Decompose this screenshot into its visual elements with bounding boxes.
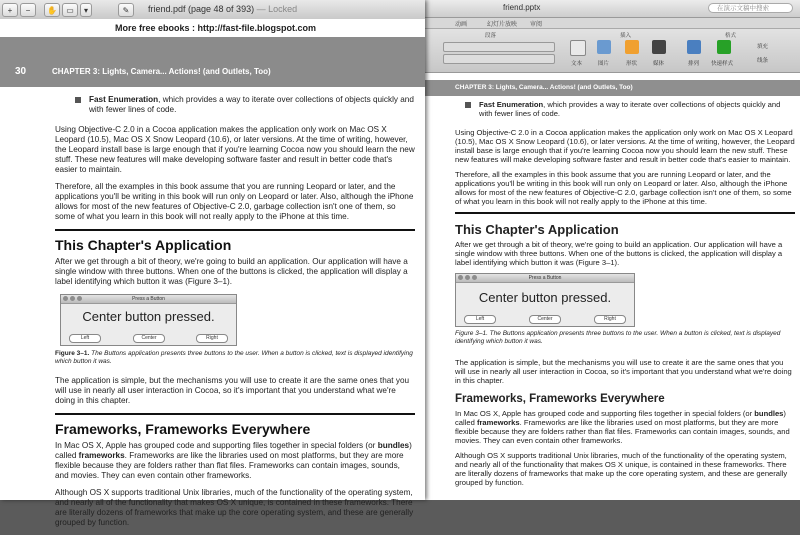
bullet-item: Fast Enumeration, which provides a way to iterate over collections of objects quickly and with fewer lines of code. <box>465 100 795 118</box>
search-input[interactable]: 在演示文稿中搜索 <box>708 3 793 13</box>
zoom-out-icon[interactable]: − <box>20 3 36 17</box>
figure-message: Center button pressed. <box>478 290 612 305</box>
figure-caption: Figure 3–1. The Buttons application presents three buttons to the user. When a button is clicked, text is displayed identifying which button it was. <box>455 330 781 345</box>
divider <box>55 229 415 231</box>
bullet-square-icon <box>75 97 81 103</box>
line-button[interactable]: 线条 <box>757 58 769 64</box>
figure-left-button: Left <box>464 315 496 324</box>
arrange-icon[interactable] <box>687 40 701 54</box>
figure-center-button: Center <box>133 334 165 343</box>
pptx-titlebar <box>425 0 800 18</box>
paragraph: The application is simple, but the mechanisms you will use to create it are the same ones that you will use in nearly all user interaction in Cocoa, so it's important that you understand what we're doing in this chapter. <box>55 376 410 405</box>
media-icon[interactable] <box>652 40 666 54</box>
ribbon-label: 媒体 <box>653 61 665 67</box>
shape-icon[interactable] <box>625 40 639 54</box>
chapter-band: CHAPTER 3: Lights, Camera... Actions! (and Outlets, Too) <box>425 80 800 96</box>
zoom-in-icon[interactable]: + <box>2 3 18 17</box>
section-heading: Frameworks, Frameworks Everywhere <box>455 393 665 405</box>
figure-left-button: Left <box>69 334 101 343</box>
pdf-page-content <box>55 95 415 535</box>
ebook-band: More free ebooks : http://fast-file.blogspot.com <box>0 19 425 36</box>
paragraph: After we get through a bit of theory, we're going to build an application. Our application will have a single window with three buttons. When one of the buttons is clicked, the application will display a label identifying which button it was (Figure 3–1). <box>455 240 783 267</box>
paragraph: In Mac OS X, Apple has grouped code and supporting files together in special folders (or bundles) called frameworks. Frameworks are like the libraries used on most platforms, but they are more flexible because they are folders rather than flat files. Frameworks can contain images, sounds, and movies. They can even contain other frameworks. <box>55 441 412 480</box>
ribbon-label: 排列 <box>688 61 700 67</box>
select-menu-icon[interactable]: ▾ <box>80 3 92 17</box>
ribbon-tabs <box>425 18 800 29</box>
group-format: 格式 <box>725 33 737 39</box>
figure-right-button: Right <box>594 315 626 324</box>
window-title: friend.pdf (page 48 of 393) — Locked <box>148 4 298 14</box>
page-header <box>0 19 425 89</box>
figure-right-button: Right <box>196 334 228 343</box>
section-heading: This Chapter's Application <box>55 237 232 253</box>
ribbon-label: 文本 <box>571 61 583 67</box>
paragraph: Although OS X supports traditional Unix libraries, much of the functionality of the operating system, and nearly all of the functionality that makes OS X unique, is contained in these frameworks. There are literally dozens of frameworks that make up the core operating system, and these are generally grouped by function. <box>55 488 414 527</box>
ribbon-label: 形状 <box>626 61 638 67</box>
ribbon <box>425 29 800 73</box>
paragraph: Therefore, all the examples in this book assume that you are running Leopard or later, and the applications you'll be writing in this book will run only on Leopard or later. Also, although the iPhone allows for most of the new features of Objective-C 2.0, garbage collection isn't one of them, so some of what you learn in this book will not really apply to the iPhone at this time. <box>55 182 414 221</box>
ribbon-label: 图片 <box>598 61 610 67</box>
fill-button[interactable]: 填充 <box>757 44 769 50</box>
slide-content <box>455 100 795 493</box>
select-icon[interactable]: ▭ <box>62 3 78 17</box>
picture-icon[interactable] <box>597 40 611 54</box>
divider <box>55 413 415 415</box>
tab-review[interactable]: 审阅 <box>530 22 543 28</box>
window-title: friend.pptx <box>503 3 541 12</box>
bullet-square-icon <box>465 102 471 108</box>
presentation-window <box>425 0 800 500</box>
section-heading: This Chapter's Application <box>455 222 619 237</box>
chapter-band <box>0 37 425 87</box>
textbox-icon[interactable] <box>570 40 586 56</box>
paragraph: Although OS X supports traditional Unix libraries, much of the functionality of the operating system, and nearly all of the functionality that makes OS X unique, is contained in these frameworks. There are literally dozens of frameworks that make up the core operating system, and these are generally grouped by function. <box>455 451 788 487</box>
hand-icon[interactable]: ✋ <box>44 3 60 17</box>
tab-animation[interactable]: 动画 <box>455 22 468 28</box>
divider <box>455 212 795 214</box>
alignment-controls[interactable] <box>443 54 555 64</box>
paragraph: Using Objective-C 2.0 in a Cocoa application makes the application only work on Mac OS X Leopard (10.5), Mac OS X Snow Leopard (10.6), or later versions. At the time of writing, however, the Leopard install base is large enough that if you're learning Cocoa now you should learn the new stuff. These new features will make developing software faster and result in better code that's easier to maintain. <box>55 125 415 174</box>
figure-message: Center button pressed. <box>82 309 215 324</box>
pdf-toolbar <box>0 0 425 20</box>
page-number: 30 <box>15 66 27 77</box>
bullet-item: Fast Enumeration, which provides a way to iterate over collections of objects quickly and with fewer lines of code. <box>75 95 415 115</box>
paragraph: After we get through a bit of theory, we're going to build an application. Our application will have a single window with three buttons. When one of the buttons is clicked, the application will display a label identifying which button it was (Figure 3–1). <box>55 257 408 286</box>
figure-screenshot: Press a Button Center button pressed. Left Center Right <box>60 294 237 346</box>
tab-slideshow[interactable]: 幻灯片放映 <box>487 22 518 28</box>
paragraph: In Mac OS X, Apple has grouped code and supporting files together in special folders (or bundles) called frameworks. Frameworks are like the libraries used on most platforms, but they are more flexible because they are folders rather than flat files. Frameworks can contain images, sounds, and movies. They can even contain other frameworks. <box>455 409 790 445</box>
figure-center-button: Center <box>529 315 561 324</box>
group-paragraph: 段落 <box>485 33 497 39</box>
quick-styles-icon[interactable] <box>717 40 731 54</box>
paragraph: Using Objective-C 2.0 in a Cocoa application makes the application only work on Mac OS X Leopard (10.5), Mac OS X Snow Leopard (10.6), or later versions. At the time of writing, however, the Leopard install base is large enough that if you're learning Cocoa now you should learn the new stuff. These new features will make developing software faster and result in better code that's easier to maintain. <box>455 128 795 164</box>
ribbon-label: 快速样式 <box>711 61 734 67</box>
chapter-header: CHAPTER 3: Lights, Camera... Actions! (and Outlets, Too) <box>52 67 271 76</box>
group-insert: 插入 <box>620 33 632 39</box>
paragraph: Therefore, all the examples in this book assume that you are running Leopard or later, and the applications you'll be writing in this book will run only on Leopard or later. Also, although the iPhone allows for most of the new features of Objective-C 2.0, garbage collection isn't one of them, so some of what you learn in this book will not really apply to the iPhone at this time. <box>455 170 792 206</box>
pencil-icon[interactable]: ✎ <box>118 3 134 17</box>
paragraph: The application is simple, but the mechanisms you will use to create it are the same ones that you will use in nearly all user interaction in Cocoa, so it's important that you understand what we're doing in this chapter. <box>455 358 792 385</box>
figure-caption: Figure 3–1. The Buttons application presents three buttons to the user. When a button is clicked, text is displayed identifying which button it was. <box>55 350 413 365</box>
section-heading: Frameworks, Frameworks Everywhere <box>55 421 311 437</box>
paragraph-controls[interactable] <box>443 42 555 52</box>
figure-screenshot: Press a Button Center button pressed. Left Center Right <box>455 273 635 327</box>
